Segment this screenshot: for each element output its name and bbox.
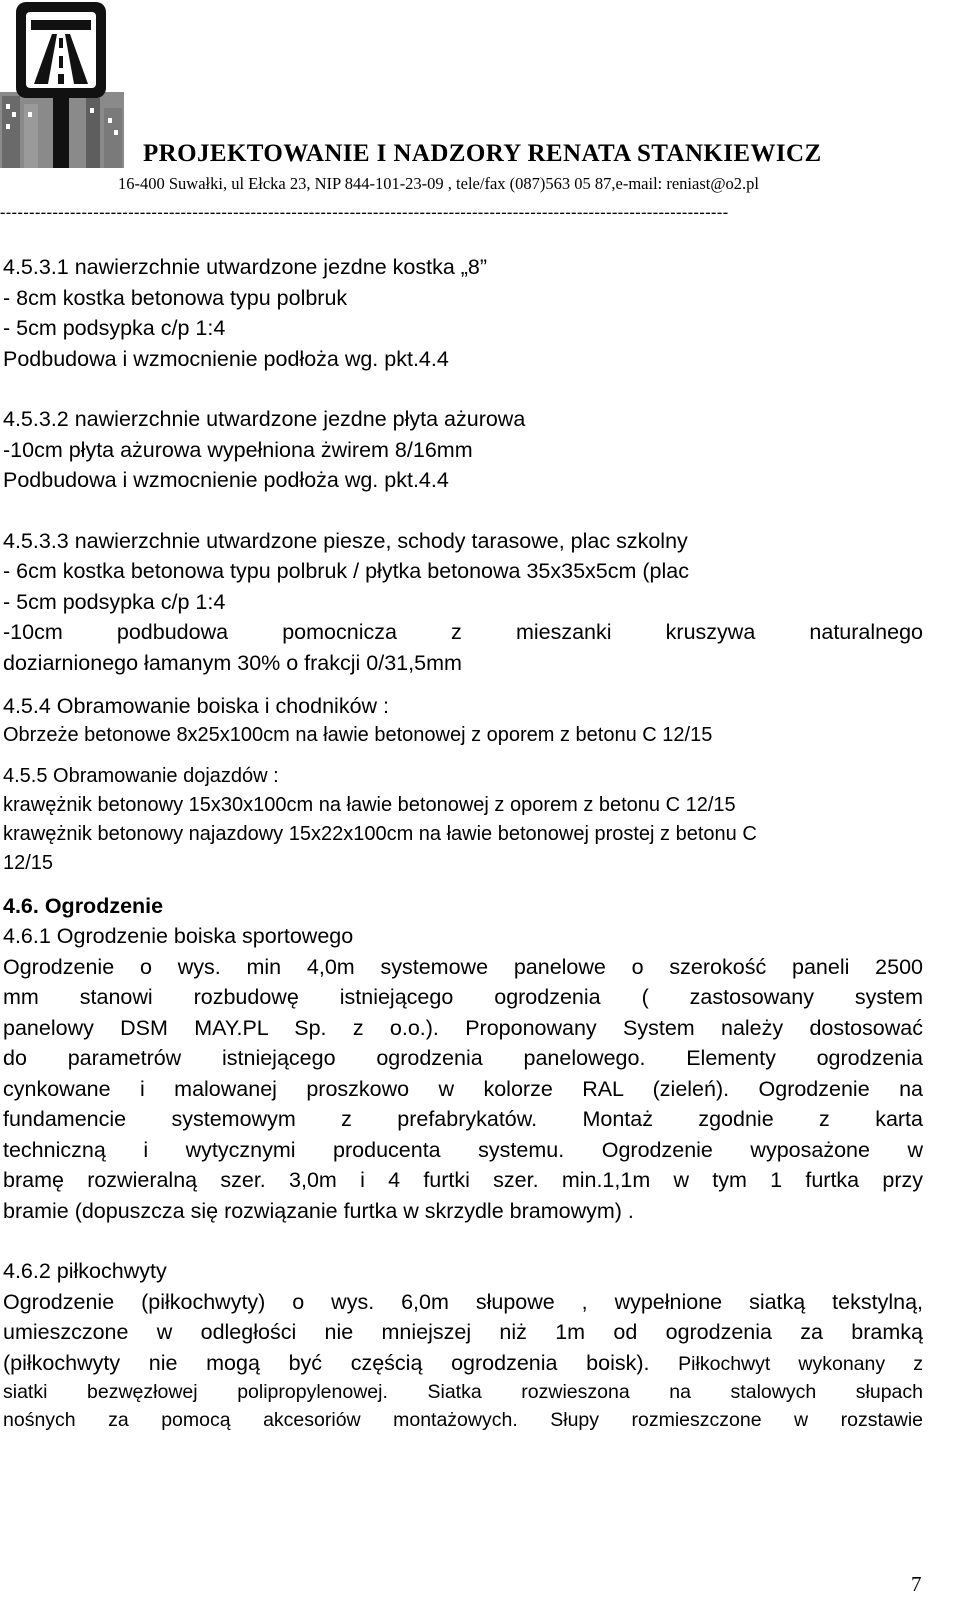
section-462-title: 4.6.2 piłkochwyty xyxy=(3,1259,167,1283)
section-461-line-2: mm stanowi rozbudowę istniejącego ogrodzenia ( zastosowany system xyxy=(3,985,923,1009)
section-4531-line-2: - 5cm podsypka c/p 1:4 xyxy=(3,316,226,340)
company-logo xyxy=(0,0,124,168)
section-462-line-3-part-1: (piłkochwyty nie mogą być częścią ogrodzenia boisk). xyxy=(3,1350,650,1375)
section-461-line-6: fundamencie systemowym z prefabrykatów. Montaż zgodnie z karta xyxy=(3,1107,923,1131)
section-462-line-3 xyxy=(3,1348,923,1379)
section-461-line-7: techniczną i wytycznymi producenta systemu. Ogrodzenie wyposażone w xyxy=(3,1137,923,1162)
section-4532-line-1: -10cm płyta ażurowa wypełniona żwirem 8/16mm xyxy=(3,437,473,462)
section-461-line-8: bramę rozwieralną szer. 3,0m i 4 furtki szer. min.1,1m w tym 1 furtka przy xyxy=(3,1168,923,1192)
section-46-heading: 4.6. Ogrodzenie xyxy=(3,893,164,918)
section-4533-line-2: - 5cm podsypka c/p 1:4 xyxy=(3,589,226,614)
section-4531-title: 4.5.3.1 nawierzchnie utwardzone jezdne kostka „8” xyxy=(3,255,488,279)
section-462-line-1: Ogrodzenie (piłkochwyty) o wys. 6,0m słupowe , wypełnione siatką tekstylną, xyxy=(3,1289,923,1314)
section-455-line-3: 12/15 xyxy=(3,851,54,874)
section-461-line-4: do parametrów istniejącego ogrodzenia panelowego. Elementy ogrodzenia xyxy=(3,1046,923,1070)
company-contact: 16-400 Suwałki, ul Ełcka 23, NIP 844-101-23-09 , tele/fax (087)563 05 87,e-mail: reniast@o2.pl xyxy=(118,174,760,193)
section-4533-title: 4.5.3.3 nawierzchnie utwardzone piesze, schody tarasowe, plac szkolny xyxy=(3,528,688,553)
section-461-line-9: bramie (dopuszcza się rozwiązanie furtka w skrzydle bramowym) . xyxy=(3,1198,634,1223)
section-4533-line-1: - 6cm kostka betonowa typu polbruk / płytka betonowa 35x35x5cm (plac xyxy=(3,559,689,583)
section-461-line-1: Ogrodzenie o wys. min 4,0m systemowe panelowe o szerokość paneli 2500 xyxy=(3,954,923,979)
section-455-line-2: krawężnik betonowy najazdowy 15x22x100cm na ławie betonowej prostej z betonu C xyxy=(3,822,757,845)
section-454-line-1: Obrzeże betonowe 8x25x100cm na ławie betonowej z oporem z betonu C 12/15 xyxy=(3,723,713,746)
document-body xyxy=(3,252,923,1434)
section-461-line-5: cynkowane i malowanej proszkowo w kolorze RAL (zieleń). Ogrodzenie na xyxy=(3,1076,923,1101)
section-461-title: 4.6.1 Ogrodzenie boiska sportowego xyxy=(3,924,354,948)
section-462-line-3-part-2: Piłkochwyt wykonany z xyxy=(678,1352,923,1375)
section-4531-line-3: Podbudowa i wzmocnienie podłoża wg. pkt.4.4 xyxy=(3,346,449,371)
section-455-line-1: krawężnik betonowy 15x30x100cm na ławie betonowej z oporem z betonu C 12/15 xyxy=(3,793,736,816)
section-462-line-4: siatki bezwęzłowej polipropylenowej. Siatka rozwieszona na stalowych słupach xyxy=(3,1381,923,1403)
section-462-line-2: umieszczone w odległości nie mniejszej niż 1m od ogrodzenia za bramką xyxy=(3,1320,923,1344)
page-number: 7 xyxy=(911,1572,922,1596)
section-4532-line-2: Podbudowa i wzmocnienie podłoża wg. pkt.4.4 xyxy=(3,468,449,492)
section-4533-line-4: doziarnionego łamanym 30% o frakcji 0/31,5mm xyxy=(3,650,462,675)
highway-sign-logo xyxy=(0,0,124,168)
section-4533-line-3: -10cm podbudowa pomocnicza z mieszanki kruszywa naturalnego xyxy=(3,620,923,644)
section-462-line-5: nośnych za pomocą akcesoriów montażowych. Słupy rozmieszczone w rozstawie xyxy=(3,1409,923,1431)
section-4531-line-1: - 8cm kostka betonowa typu polbruk xyxy=(3,285,348,310)
section-455-title: 4.5.5 Obramowanie dojazdów : xyxy=(3,764,279,787)
section-4532-title: 4.5.3.2 nawierzchnie utwardzone jezdne płyta ażurowa xyxy=(3,407,526,431)
section-461-line-3: panelowy DSM MAY.PL Sp. z o.o.). Proponowany System należy dostosować xyxy=(3,1015,923,1040)
header-divider: ----------------------------------------------------------------------------------------------------------------------------- xyxy=(0,204,729,221)
section-454-title: 4.5.4 Obramowanie boiska i chodników : xyxy=(3,694,390,718)
company-name: PROJEKTOWANIE I NADZORY RENATA STANKIEWICZ xyxy=(143,140,822,167)
